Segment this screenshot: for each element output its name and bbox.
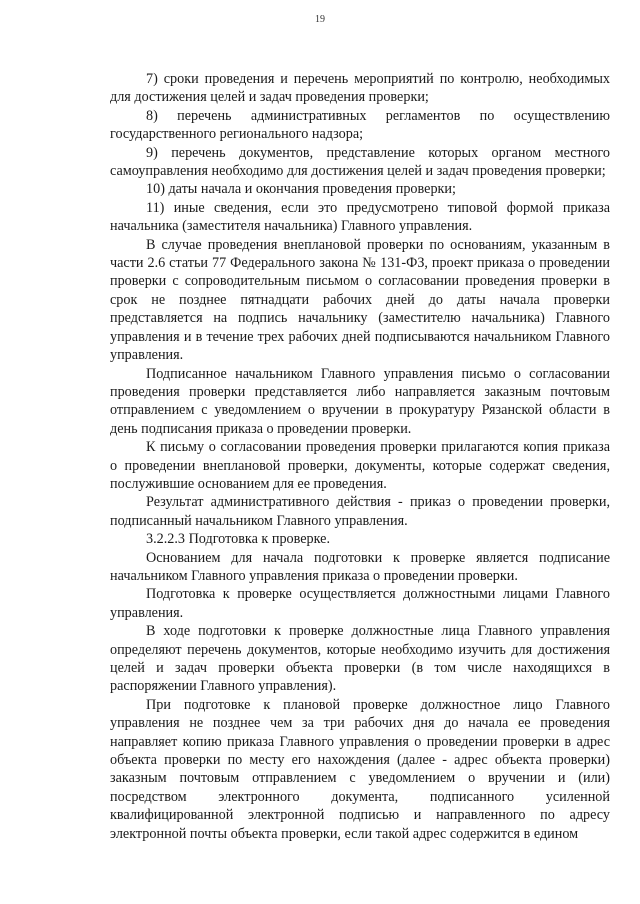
page-number: 19	[315, 14, 325, 25]
paragraph: При подготовке к плановой проверке должностное лицо Главного управления не позднее чем за три рабочих дня до начала ее проведения направляет копию приказа Главного управления о проведении проверки в адрес объекта проверки по месту его нахождения (далее - адрес объекта проверки) заказным почтовым отправлением с уведомлением о вручении и (или) посредством электронного документа, подписанного усиленной квалифицированной электронной подписью и направленного по адресу электронной почты объекта проверки, если такой адрес содержится в едином	[110, 696, 610, 842]
paragraph: 9) перечень документов, представление которых органом местного самоуправления необходимо для достижения целей и задач проведения проверки;	[110, 144, 610, 180]
paragraph: 11) иные сведения, если это предусмотрено типовой формой приказа начальника (заместителя начальника) Главного управления.	[110, 199, 610, 235]
document-body	[110, 70, 610, 843]
paragraph: Результат административного действия - приказ о проведении проверки, подписанный начальником Главного управления.	[110, 494, 610, 529]
paragraph: В ходе подготовки к проверке должностные лица Главного управления определяют перечень документов, которые необходимо изучить для достижения целей и задач проверки объекта проверки (в том числе находящихся в распоряжении Главного управления).	[110, 623, 610, 695]
paragraph: К письму о согласовании проведения проверки прилагаются копия приказа о проведении внеплановой проверки, документы, которые содержат сведения, послужившие основанием для ее проведения.	[110, 439, 610, 492]
paragraph: 7) сроки проведения и перечень мероприятий по контролю, необходимых для достижения целей и задач проведения проверки;	[110, 71, 610, 106]
paragraph: В случае проведения внеплановой проверки по основаниям, указанным в части 2.6 статьи 77 Федерального закона № 131-ФЗ, проект приказа о проведении проверки с сопроводительным письмом о согласовании проведения проверки в срок не позднее пятнадцати рабочих дней до даты начала проверки представляется на подпись начальнику (заместителю начальника) Главного управления и в течение трех рабочих дней подписываются начальником Главного управления.	[110, 236, 610, 364]
paragraph: Подписанное начальником Главного управления письмо о согласовании проведения проверки представляется либо направляется заказным почтовым отправлением с уведомлением о вручении в прокуратуру Рязанской области в день подписания приказа о проведении проверки.	[110, 365, 610, 437]
paragraph: 10) даты начала и окончания проведения проверки;	[146, 181, 456, 198]
paragraph: Основанием для начала подготовки к проверке является подписание начальником Главного управления приказа о проведении проверки.	[110, 549, 610, 584]
section-heading: 3.2.2.3 Подготовка к проверке.	[146, 531, 331, 548]
paragraph: Подготовка к проверке осуществляется должностными лицами Главного управления.	[110, 586, 610, 621]
paragraph: 8) перечень административных регламентов по осуществлению государственного регионального надзора;	[110, 107, 610, 143]
